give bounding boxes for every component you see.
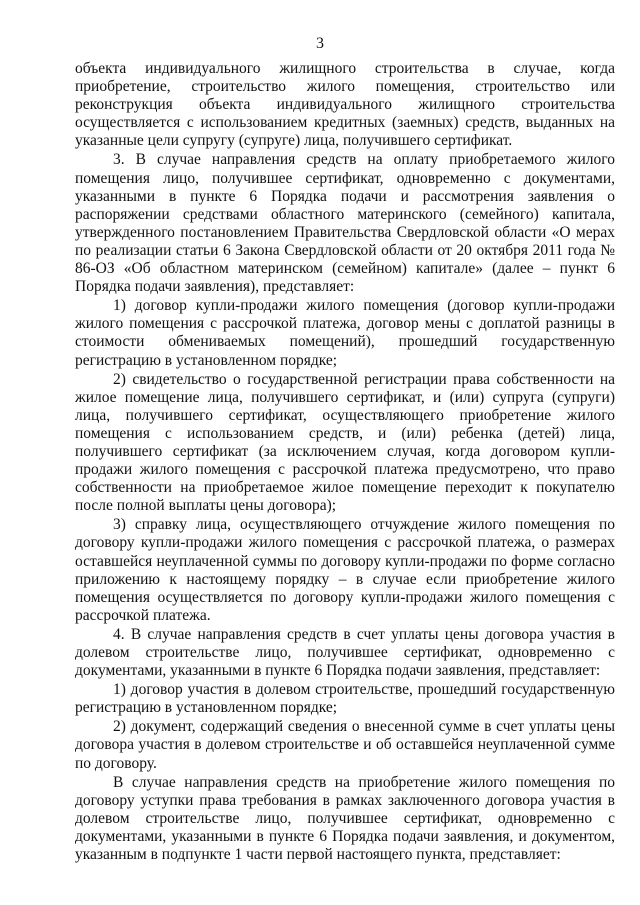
page-number: 3 [316,35,324,52]
subparagraph-4-2: 2) документ, содержащий сведения о внесенной сумме в счет уплаты цены договора участия в долевом строительстве и об оставшейся неуплаченной сумме по договору. [75,718,615,772]
subparagraph-3-2: 2) свидетельство о государственной регистрации права собственности на жилое помещение лица, получившего сертификат, и (или) супруга (супруги) лица, получившего сертификат, осуществляющего приобретение жилого помещения с использованием средств, и (или) ребенка (детей) лица, получившего сертификат (за исключением случая, когда договором купли-продажи жилого помещения с рассрочкой платежа предусмотрено, что право собственности на приобретаемое жилое помещение переходит к покупателю после полной выплаты цены договора); [75,370,615,515]
paragraph-assignment-case: В случае направления средств на приобретение жилого помещения по договору уступки права требования в рамках заключенного договора участия в долевом строительстве лицо, получившее сертификат, одновременно с документами, указанными в пункте 6 Порядка подачи заявления, и документом, указанным в подпункте 1 части первой настоящего пункта, представляет: [75,773,615,864]
subparagraph-3-3: 3) справку лица, осуществляющего отчуждение жилого помещения по договору купли-продажи жилого помещения с рассрочкой платежа, о размерах оставшейся неуплаченной суммы по договору купли-продажи по форме согласно приложению к настоящему порядку – в случае если приобретение жилого помещения осуществляется по договору купли-продажи жилого помещения с рассрочкой платежа. [75,516,615,624]
document-body [75,60,615,864]
subparagraph-4-1: 1) договор участия в долевом строительстве, прошедший государственную регистрацию в установленном порядке; [75,681,615,717]
paragraph-item-3: 3. В случае направления средств на оплату приобретаемого жилого помещения лицо, получившее сертификат, одновременно с документами, указанными в пункте 6 Порядка подачи и рассмотрения заявления о распоряжении средствами областного материнского (семейного) капитала, утвержденного постановлением Правительства Свердловской области «О мерах по реализации статьи 6 Закона Свердловской области от 20 октября 2011 года № 86-ОЗ «Об областном материнском (семейном) капитале» (далее – пункт 6 Порядка подачи заявления), представляет: [75,151,615,296]
paragraph-item-4: 4. В случае направления средств в счет уплаты цены договора участия в долевом строительстве лицо, получившее сертификат, одновременно с документами, указанными в пункте 6 Порядка подачи заявления, представляет: [75,625,615,680]
paragraph-continuation: объекта индивидуального жилищного строительства в случае, когда приобретение, строительство жилого помещения, строительство или реконструкция объекта индивидуального жилищного строительства осуществляется с использованием кредитных (заемных) средств, выданных на указанные цели супругу (супруге) лица, получившего сертификат. [75,60,615,150]
subparagraph-3-1: 1) договор купли-продажи жилого помещения (договор купли-продажи жилого помещения с рассрочкой платежа, договор мены с доплатой разницы в стоимости обмениваемых помещений), прошедший государственную регистрацию в установленном порядке; [75,297,615,369]
